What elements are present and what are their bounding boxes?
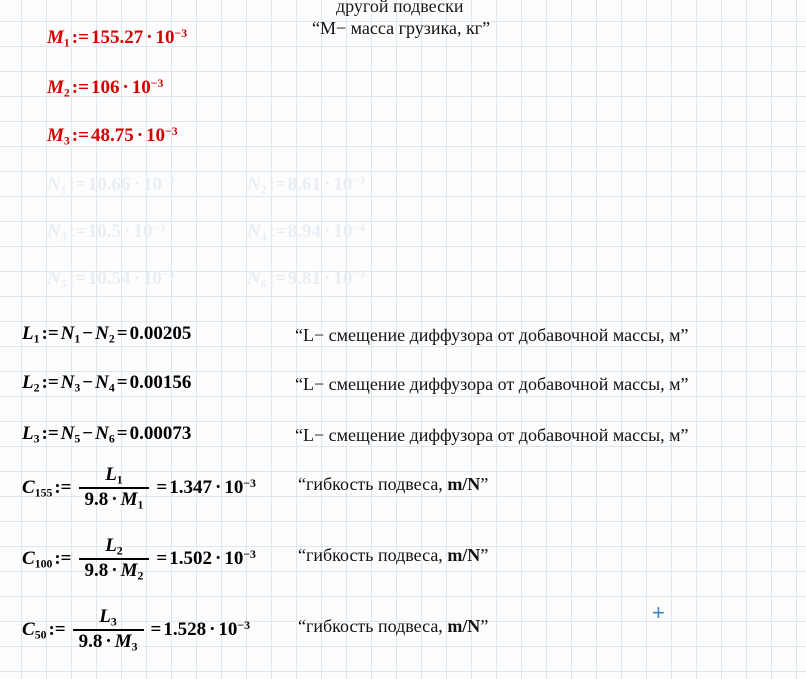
term1-name: N bbox=[60, 423, 75, 444]
var-index: 3 bbox=[60, 230, 67, 244]
base: 10 bbox=[224, 548, 244, 570]
var-name: L bbox=[22, 372, 34, 393]
fraction-denominator bbox=[79, 560, 150, 582]
base: 10 bbox=[142, 268, 162, 290]
var-name: N bbox=[47, 174, 61, 196]
comment-text-post: ” bbox=[480, 545, 489, 565]
equation-c100[interactable] bbox=[22, 537, 256, 583]
numerator-index: 2 bbox=[116, 544, 123, 558]
fraction-numerator bbox=[99, 536, 129, 558]
expression-n4 bbox=[247, 222, 365, 243]
var-index: 1 bbox=[33, 332, 40, 346]
assign-operator: := bbox=[48, 619, 66, 641]
assign-operator: := bbox=[54, 477, 72, 499]
assign-operator: := bbox=[68, 268, 86, 290]
comment-unit: m/N bbox=[447, 545, 481, 565]
den-var-index: 3 bbox=[131, 639, 138, 653]
value: 9.81 bbox=[287, 268, 322, 290]
comment-text-pre: “гибкость подвеса, bbox=[298, 545, 448, 565]
exponent: −4 bbox=[352, 221, 365, 234]
comment-unit: m/N bbox=[447, 616, 481, 636]
result: 0.00205 bbox=[129, 323, 192, 344]
assign-operator: := bbox=[41, 423, 59, 444]
term2-name: N bbox=[95, 323, 109, 344]
expression-c50 bbox=[22, 608, 250, 654]
value: 10.5 bbox=[87, 221, 122, 243]
multiply-operator: · bbox=[209, 619, 216, 641]
var-index: 6 bbox=[260, 277, 267, 291]
base: 10 bbox=[218, 619, 238, 641]
base: 10 bbox=[333, 268, 353, 290]
var-name: N bbox=[47, 268, 61, 290]
var-name: N bbox=[47, 221, 61, 243]
equation-n5-faded[interactable] bbox=[47, 269, 174, 290]
base: 10 bbox=[133, 221, 153, 243]
expression-n6 bbox=[247, 269, 365, 290]
expression-m1 bbox=[47, 28, 187, 49]
equals-operator: = bbox=[116, 372, 128, 393]
result: 1.347 bbox=[169, 477, 212, 499]
comment-text-pre: “гибкость подвеса, bbox=[298, 474, 448, 494]
exponent: −3 bbox=[152, 221, 165, 234]
numerator-name: L bbox=[105, 535, 117, 556]
equals-operator: = bbox=[116, 323, 128, 344]
exponent: −3 bbox=[352, 174, 365, 187]
exponent: −3 bbox=[243, 548, 256, 562]
fraction-denominator bbox=[73, 631, 144, 653]
assign-operator: := bbox=[54, 548, 72, 570]
equation-mass-2[interactable] bbox=[47, 78, 163, 99]
var-name: L bbox=[22, 423, 34, 444]
assign-operator: := bbox=[68, 174, 86, 196]
equation-n2-faded[interactable] bbox=[247, 175, 365, 196]
den-const: 9.8 bbox=[78, 630, 103, 652]
exponent: −3 bbox=[161, 268, 175, 281]
equation-c50[interactable] bbox=[22, 608, 250, 654]
result: 0.00156 bbox=[129, 372, 192, 393]
value: 10.54 bbox=[87, 268, 131, 290]
expression-c155 bbox=[22, 466, 256, 512]
var-index: 3 bbox=[33, 432, 40, 446]
comment-l2[interactable]: “L− смещение диффузора от добавочной массы, м” bbox=[295, 374, 689, 394]
var-index: 2 bbox=[33, 381, 40, 395]
comment-text-pre: “гибкость подвеса, bbox=[298, 616, 448, 636]
fraction-denominator bbox=[79, 489, 150, 511]
den-multiply: · bbox=[111, 488, 118, 510]
equation-n1-faded[interactable] bbox=[47, 175, 174, 196]
assign-operator: := bbox=[71, 27, 89, 49]
multiply-operator: · bbox=[324, 174, 331, 196]
multiply-operator: · bbox=[136, 125, 144, 147]
value: 8.61 bbox=[287, 174, 322, 196]
den-const: 9.8 bbox=[84, 559, 109, 581]
equals-operator: = bbox=[116, 423, 128, 444]
exponent: −3 bbox=[165, 125, 178, 138]
equation-n6-faded[interactable] bbox=[247, 269, 365, 290]
multiply-operator: · bbox=[214, 548, 222, 570]
multiply-operator: · bbox=[146, 27, 153, 49]
var-name: L bbox=[22, 323, 34, 344]
term1-name: N bbox=[60, 323, 75, 344]
value: 8.94 bbox=[287, 221, 322, 243]
comment-l1[interactable]: “L− смещение диффузора от добавочной массы, м” bbox=[295, 325, 689, 345]
fraction-numerator bbox=[93, 607, 123, 629]
result: 0.00073 bbox=[129, 423, 192, 444]
var-index: 50 bbox=[34, 628, 47, 642]
base: 10 bbox=[146, 125, 166, 147]
fraction bbox=[79, 465, 150, 511]
comment-c50[interactable] bbox=[298, 616, 488, 637]
value: 10.66 bbox=[87, 174, 131, 196]
var-index: 100 bbox=[34, 557, 53, 571]
var-index: 155 bbox=[34, 486, 53, 500]
equation-l1[interactable] bbox=[22, 324, 191, 345]
term1-index: 1 bbox=[74, 332, 81, 346]
den-var: M bbox=[114, 630, 132, 652]
minus-operator: − bbox=[82, 423, 94, 444]
minus-operator: − bbox=[82, 323, 94, 344]
exponent: −3 bbox=[352, 268, 365, 281]
comment-text-post: ” bbox=[480, 616, 489, 636]
term1-index: 5 bbox=[74, 432, 81, 446]
exponent: −3 bbox=[174, 27, 188, 40]
var-index: 4 bbox=[260, 230, 267, 244]
multiply-operator: · bbox=[133, 174, 140, 196]
var-index: 2 bbox=[63, 86, 70, 100]
var-index: 1 bbox=[60, 183, 67, 197]
multiply-operator: · bbox=[122, 77, 129, 99]
var-name: C bbox=[22, 619, 35, 641]
var-index: 3 bbox=[63, 134, 70, 148]
den-multiply: · bbox=[111, 559, 118, 581]
base: 10 bbox=[333, 174, 353, 196]
assign-operator: := bbox=[71, 125, 89, 147]
den-multiply: · bbox=[105, 630, 112, 652]
multiply-operator: · bbox=[214, 477, 222, 499]
expression-n5 bbox=[47, 269, 174, 290]
expression-n3 bbox=[47, 222, 165, 243]
fraction-numerator bbox=[99, 465, 129, 487]
var-name: M bbox=[47, 27, 64, 49]
var-index: 1 bbox=[63, 36, 70, 50]
exponent: −3 bbox=[243, 477, 256, 491]
value: 155.27 bbox=[90, 27, 144, 49]
equation-mass-3[interactable] bbox=[47, 126, 178, 147]
var-name: M bbox=[47, 77, 64, 99]
var-name: C bbox=[22, 548, 35, 570]
var-index: 2 bbox=[260, 183, 267, 197]
assign-operator: := bbox=[41, 323, 59, 344]
assign-operator: := bbox=[268, 174, 286, 196]
numerator-index: 1 bbox=[116, 473, 123, 487]
result: 1.502 bbox=[169, 548, 212, 570]
multiply-operator: · bbox=[324, 221, 331, 243]
comment-c100[interactable] bbox=[298, 545, 488, 566]
var-name: M bbox=[47, 125, 64, 147]
base: 10 bbox=[142, 174, 162, 196]
term2-index: 4 bbox=[108, 381, 115, 395]
numerator-index: 3 bbox=[110, 615, 117, 629]
den-var-index: 2 bbox=[137, 568, 144, 582]
var-name: N bbox=[247, 221, 261, 243]
term2-name: N bbox=[95, 372, 109, 393]
numerator-name: L bbox=[99, 606, 111, 627]
comment-c155[interactable] bbox=[298, 474, 488, 495]
base: 10 bbox=[333, 221, 353, 243]
var-name: C bbox=[22, 477, 35, 499]
equals-operator: = bbox=[150, 619, 162, 641]
term1-name: N bbox=[60, 372, 75, 393]
equation-mass-1[interactable] bbox=[47, 28, 187, 49]
equation-l3[interactable] bbox=[22, 424, 191, 445]
comment-text-post: ” bbox=[480, 474, 489, 494]
exponent: −3 bbox=[161, 174, 175, 187]
expression-n1 bbox=[47, 175, 174, 196]
expression-m3 bbox=[47, 126, 178, 147]
assign-operator: := bbox=[41, 372, 59, 393]
value: 106 bbox=[90, 77, 120, 99]
value: 48.75 bbox=[90, 125, 134, 147]
term1-index: 3 bbox=[74, 381, 81, 395]
equation-l2[interactable] bbox=[22, 373, 191, 394]
exponent: −3 bbox=[150, 77, 164, 90]
assign-operator: := bbox=[268, 221, 286, 243]
expression-l3 bbox=[22, 424, 191, 445]
cursor-crosshair[interactable]: + bbox=[652, 600, 665, 625]
multiply-operator: · bbox=[133, 268, 140, 290]
expression-m2 bbox=[47, 78, 163, 99]
den-const: 9.8 bbox=[84, 488, 109, 510]
den-var: M bbox=[120, 488, 138, 510]
equation-c155[interactable] bbox=[22, 466, 256, 512]
fraction bbox=[79, 536, 150, 582]
expression-n2 bbox=[247, 175, 365, 196]
comment-mass-1[interactable]: “M− масса грузика, кг” bbox=[312, 18, 491, 38]
equals-operator: = bbox=[156, 548, 168, 570]
term2-index: 6 bbox=[108, 432, 115, 446]
expression-c100 bbox=[22, 537, 256, 583]
assign-operator: := bbox=[268, 268, 286, 290]
numerator-name: L bbox=[105, 464, 117, 485]
minus-operator: − bbox=[82, 372, 94, 393]
den-var: M bbox=[120, 559, 138, 581]
exponent: −3 bbox=[237, 619, 251, 633]
equation-n3-faded[interactable] bbox=[47, 222, 165, 243]
multiply-operator: · bbox=[124, 221, 131, 243]
multiply-operator: · bbox=[324, 268, 331, 290]
comment-unit: m/N bbox=[447, 474, 481, 494]
top-clipped-text: другой подвески bbox=[336, 0, 464, 16]
var-name: N bbox=[247, 268, 261, 290]
equals-operator: = bbox=[156, 477, 168, 499]
base: 10 bbox=[224, 477, 244, 499]
term2-name: N bbox=[95, 423, 109, 444]
var-name: N bbox=[247, 174, 261, 196]
assign-operator: := bbox=[68, 221, 86, 243]
expression-l2 bbox=[22, 373, 191, 394]
base: 10 bbox=[155, 27, 175, 49]
fraction bbox=[73, 607, 144, 653]
result: 1.528 bbox=[163, 619, 207, 641]
base: 10 bbox=[131, 77, 151, 99]
den-var-index: 1 bbox=[137, 497, 144, 511]
assign-operator: := bbox=[71, 77, 89, 99]
var-index: 5 bbox=[60, 277, 67, 291]
expression-l1 bbox=[22, 324, 191, 345]
term2-index: 2 bbox=[108, 332, 115, 346]
equation-n4-faded[interactable] bbox=[247, 222, 365, 243]
comment-l3[interactable]: “L− смещение диффузора от добавочной массы, м” bbox=[295, 425, 689, 445]
